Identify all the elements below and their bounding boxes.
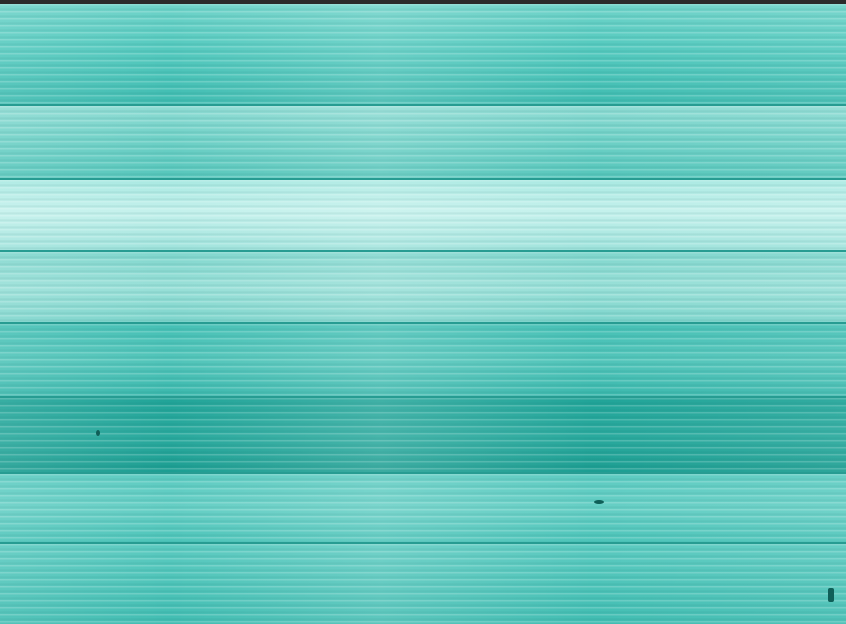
plank-8 bbox=[0, 544, 846, 624]
plank-4 bbox=[0, 252, 846, 322]
plank-7 bbox=[0, 474, 846, 542]
wood-knot bbox=[96, 430, 100, 436]
plank-2 bbox=[0, 106, 846, 178]
wood-knot bbox=[828, 588, 834, 602]
plank-1 bbox=[0, 4, 846, 104]
plank-6 bbox=[0, 398, 846, 472]
plank-3 bbox=[0, 180, 846, 250]
wood-knot bbox=[594, 500, 604, 504]
plank-5 bbox=[0, 324, 846, 396]
